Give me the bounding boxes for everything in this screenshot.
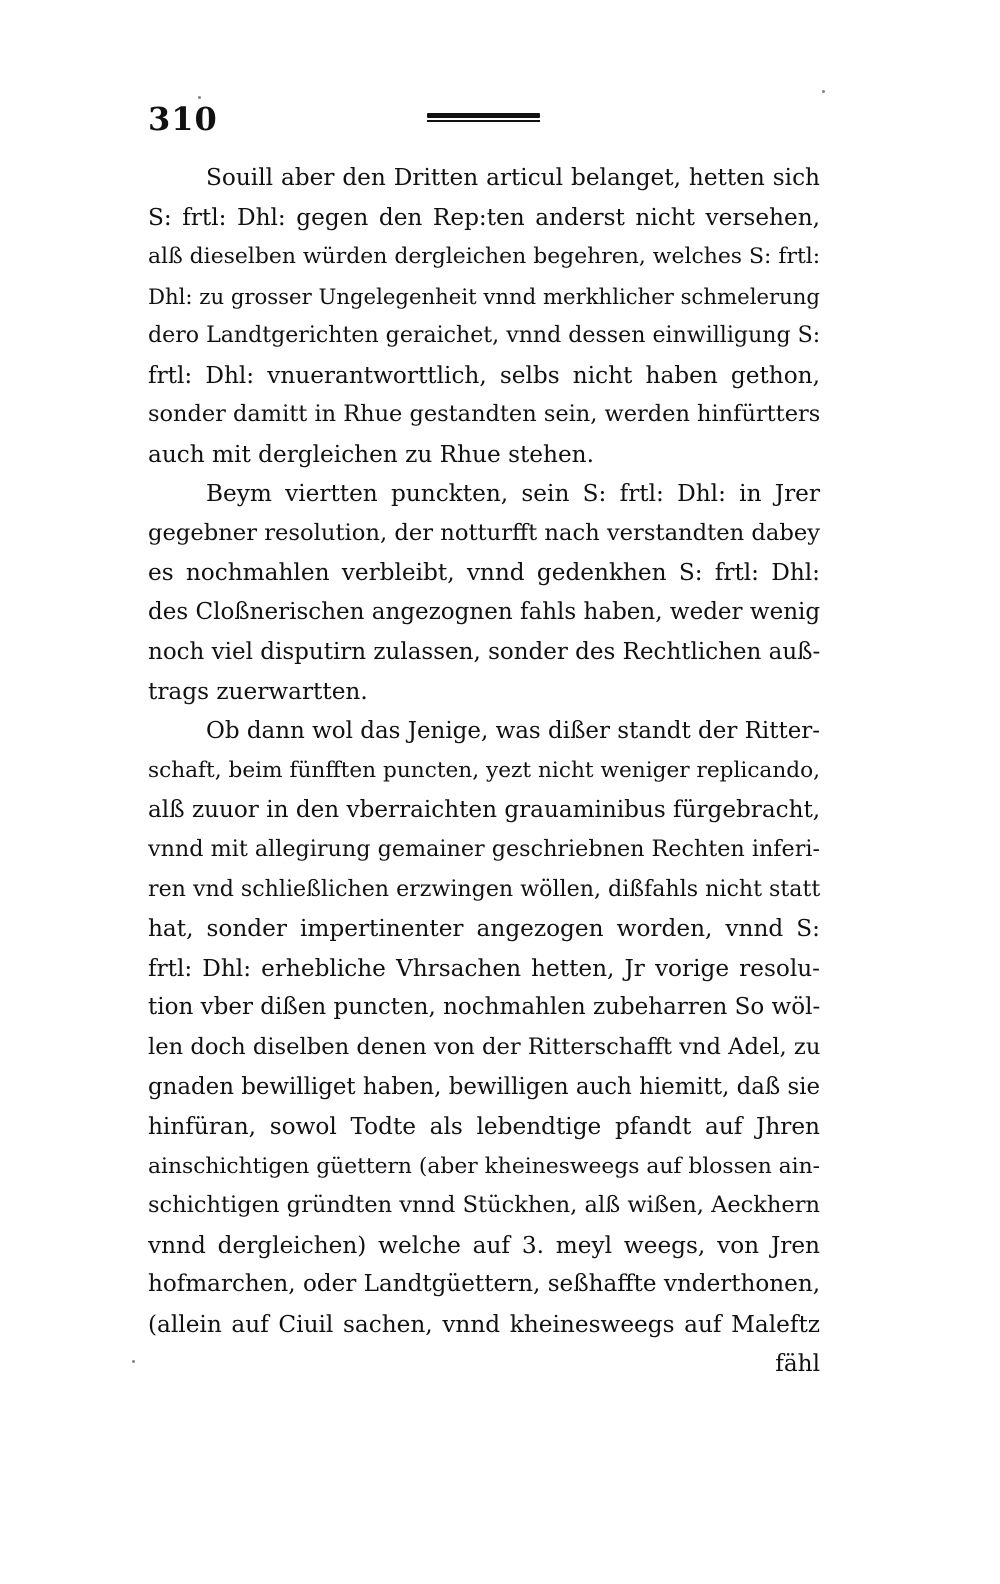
text-line: ren vnd schließlichen erzwingen wöllen, dißfahls nicht statt	[148, 875, 820, 902]
text-line: Dhl: zu grosser Ungelegenheit vnnd merkhlicher schmelerung	[148, 283, 820, 309]
paper-speck	[198, 96, 201, 99]
text-line: hat, sonder impertinenter angezogen worden, vnnd S:	[148, 915, 820, 943]
text-line: des Cloßnerischen angezognen fahls haben, weder wenig	[148, 599, 820, 626]
text-line: Beym viertten punckten, sein S: frtl: Dhl: in Jrer	[206, 480, 820, 508]
header-rule-thick	[427, 113, 540, 118]
text-line: frtl: Dhl: vnuerantworttlich, selbs nicht haben gethon,	[148, 361, 820, 389]
page-number: 310	[148, 100, 218, 138]
text-line: vnnd mit allegirung gemainer geschriebnen Rechten inferi-	[148, 836, 820, 863]
text-line: dero Landtgerichten geraichet, vnnd dessen einwilligung S:	[148, 323, 820, 349]
paper-speck	[132, 1360, 135, 1363]
text-line: gegebner resolution, der notturfft nach verstandten dabey	[148, 519, 820, 546]
text-line: ainschichtigen güettern (aber kheinesweegs auf blossen ain-	[148, 1153, 820, 1179]
text-line: sonder damitt in Rhue gestandten sein, werden hinfürtters	[148, 401, 820, 428]
text-line: vnnd dergleichen) welche auf 3. meyl weegs, von Jren	[148, 1231, 820, 1259]
paper-speck	[822, 90, 825, 93]
text-line: S: frtl: Dhl: gegen den Rep:ten anderst nicht versehen,	[148, 203, 820, 231]
text-line: noch viel disputirn zulassen, sonder des Rechtlichen auß-	[148, 638, 820, 665]
text-line: gnaden bewilliget haben, bewilligen auch hiemitt, daß sie	[148, 1073, 820, 1100]
text-line: hofmarchen, oder Landtgüettern, seßhaffte vnderthonen,	[148, 1271, 820, 1298]
text-line: Souill aber den Dritten articul belanget, hetten sich	[206, 164, 820, 191]
text-line: alß zuuor in den vberraichten grauaminibus fürgebracht,	[148, 796, 820, 823]
text-line: len doch diselben denen von der Ritterschafft vnd Adel, zu	[148, 1034, 820, 1061]
header-rule-thin	[427, 120, 540, 122]
catchword: fähl	[775, 1350, 820, 1378]
text-line: tion vber dißen puncten, nochmahlen zubeharren So wöl-	[148, 994, 820, 1021]
text-line: es nochmahlen verbleibt, vnnd gedenkhen S: frtl: Dhl:	[148, 559, 820, 587]
text-line: trags zuerwartten.	[148, 678, 368, 706]
text-line: (allein auf Ciuil sachen, vnnd kheinesweegs auf Maleftz	[148, 1310, 820, 1338]
text-line: hinfüran, sowol Todte als lebendtige pfandt auf Jhren	[148, 1113, 820, 1141]
text-line: auch mit dergleichen zu Rhue stehen.	[148, 440, 594, 468]
text-line: frtl: Dhl: erhebliche Vhrsachen hetten, Jr vorige resolu-	[148, 954, 820, 982]
text-line: schichtigen gründten vnnd Stückhen, alß wißen, Aeckhern	[148, 1192, 820, 1219]
header-rule	[427, 113, 540, 122]
text-line: schaft, beim fünfften puncten, yezt nicht weniger replicando,	[148, 758, 820, 784]
text-line: Ob dann wol das Jenige, was dißer standt der Ritter-	[206, 717, 820, 744]
text-line: alß dieselben würden dergleichen begehren, welches S: frtl:	[148, 244, 820, 270]
body-text	[148, 158, 820, 1384]
